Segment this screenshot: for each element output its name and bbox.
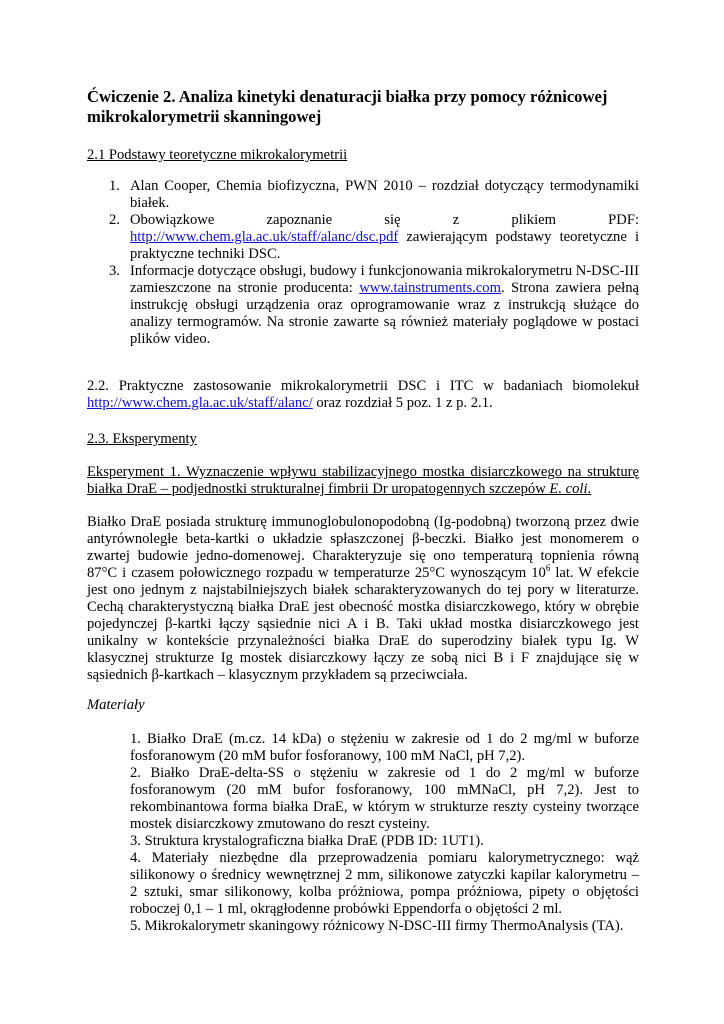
- alanc-link[interactable]: http://www.chem.gla.ac.uk/staff/alanc/: [87, 395, 313, 411]
- experiment-1-heading: [87, 464, 639, 498]
- list-item-text: Alan Cooper, Chemia biofizyczna, PWN 2010 – rozdział dotyczący termodynamiki białek.: [130, 178, 639, 211]
- material-item: 4. Materiały niezbędne dla przeprowadzenia pomiaru kalorymetrycznego: wąż silikonowy o średnicy wewnętrznej 2 mm, silikonowe zatyczki kapilar kalorymetru – 2 sztuki, smar silikonowy, kolba próżniowa, pompa próżniowa, pipety o objętości roboczej 0,1 – 1 ml, okrągłodenne probówki Eppendorfa o objętości 2 ml.: [130, 850, 639, 917]
- section-2-1-heading: 2.1 Podstawy teoretyczne mikrokalorymetrii: [87, 147, 348, 163]
- description-paragraph: [87, 514, 639, 684]
- paragraph-text-end: lat. W efekcie jest ono jednym z najstabilniejszych białek scharakteryzowanych do tej pory w literaturze. Cechą charakterystyczną białka DraE jest obecność mostka disiarczkowego, który w obrębie pojedynczej β-kartki łączy sąsiednie nici A i B. Taki układ mostka disiarczkowego jest unikalny w kontekście przynależności białka DraE do superodziny białek typu Ig. W klasycznej strukturze Ig mostek disiarczkowy łączy ze sobą nici B i F znajdujące się w sąsiednich β-kartkach – klasycznym przykładem są przeciwciała.: [87, 565, 639, 683]
- list-item-text: Obowiązkowe zapoznanie się z plikiem PDF:: [130, 212, 639, 228]
- material-item: 2. Białko DraE-delta-SS o stężeniu w zakresie od 1 do 2 mg/ml w buforze fosforanowym (20 mM bufor fosforanowy, 100 mMNaCl, pH 7,2). Jest to rekombinantowa forma białka DraE, w którym w strukturze reszty cysteiny tworzące mostek disiarczkowy zmutowano do reszt cysteiny.: [130, 765, 639, 832]
- dsc-pdf-link[interactable]: http://www.chem.gla.ac.uk/staff/alanc/dsc.pdf: [130, 229, 399, 245]
- experiment-1-heading-text: Eksperyment 1. Wyznaczenie wpływu stabilizacyjnego mostka disiarczkowego na strukturę białka DraE – podjednostki strukturalnej fimbrii Dr uropatogennych szczepów: [87, 464, 639, 497]
- material-item: 1. Białko DraE (m.cz. 14 kDa) o stężeniu w zakresie od 1 do 2 mg/ml w buforze fosforanowym (20 mM bufor fosforanowy, 100 mM NaCl, pH 7,2).: [130, 731, 639, 764]
- exponent: 6: [545, 563, 551, 574]
- materials-list: [130, 731, 639, 935]
- paragraph-text: Białko DraE posiada strukturę immunoglobulonopodobną (Ig-podobną) tworzoną przez dwie antyrównoległe beta-kartki o układzie spłaszczonej β-beczki. Białko jest monomerem o zwartej budowie jedno-domenowej. Charakteryzuje się ono temperaturą topnienia równą 87°C i czasem połowicznego rozpadu w temperaturze 25°C wynoszącym 10: [87, 514, 639, 581]
- species-name: E. coli: [549, 481, 588, 497]
- materials-heading-text: Materiały: [87, 697, 145, 713]
- section-2-3-heading: 2.3. Eksperymenty: [87, 431, 197, 447]
- experiment-1-heading-end: .: [587, 481, 592, 497]
- list-item: [87, 212, 639, 263]
- section-2-2-text-end: oraz rozdział 5 poz. 1 z p. 2.1.: [312, 395, 493, 411]
- list-item: [87, 178, 639, 212]
- list-item-text: Informacje dotyczące obsługi, budowy i funkcjonowania mikrokalorymetru N-DSC-III zamieszczone na stronie producenta:: [130, 263, 640, 296]
- page-title: Ćwiczenie 2. Analiza kinetyki denaturacji białka przy pomocy różnicowej mikrokalorymetrii skanningowej: [87, 87, 608, 126]
- material-item: 5. Mikrokalorymetr skaningowy różnicowy N-DSC-III firmy ThermoAnalysis (TA).: [130, 918, 624, 934]
- list-item-text: zawierającym podstawy teoretyczne i praktyczne techniki DSC.: [130, 229, 639, 262]
- list-item: [87, 263, 639, 348]
- material-item: 3. Struktura krystalograficzna białka DraE (PDB ID: 1UT1).: [130, 833, 484, 849]
- tainstruments-link[interactable]: www.tainstruments.com: [359, 280, 501, 296]
- references-list: [87, 178, 639, 348]
- list-number: 3.: [109, 263, 120, 279]
- list-number: 1.: [109, 178, 120, 194]
- section-2-2: [87, 378, 639, 412]
- list-item-text: . Strona zawiera pełną instrukcję obsługi urządzenia oraz oprogramowanie wraz z instrukcją służące do analizy termogramów. Na stronie zawarte są również materiały poglądowe w postaci plików video.: [130, 280, 639, 347]
- list-number: 2.: [109, 212, 120, 228]
- section-2-2-text: 2.2. Praktyczne zastosowanie mikrokalorymetrii DSC i ITC w badaniach biomolekuł: [87, 378, 639, 394]
- materials-heading: [87, 697, 639, 714]
